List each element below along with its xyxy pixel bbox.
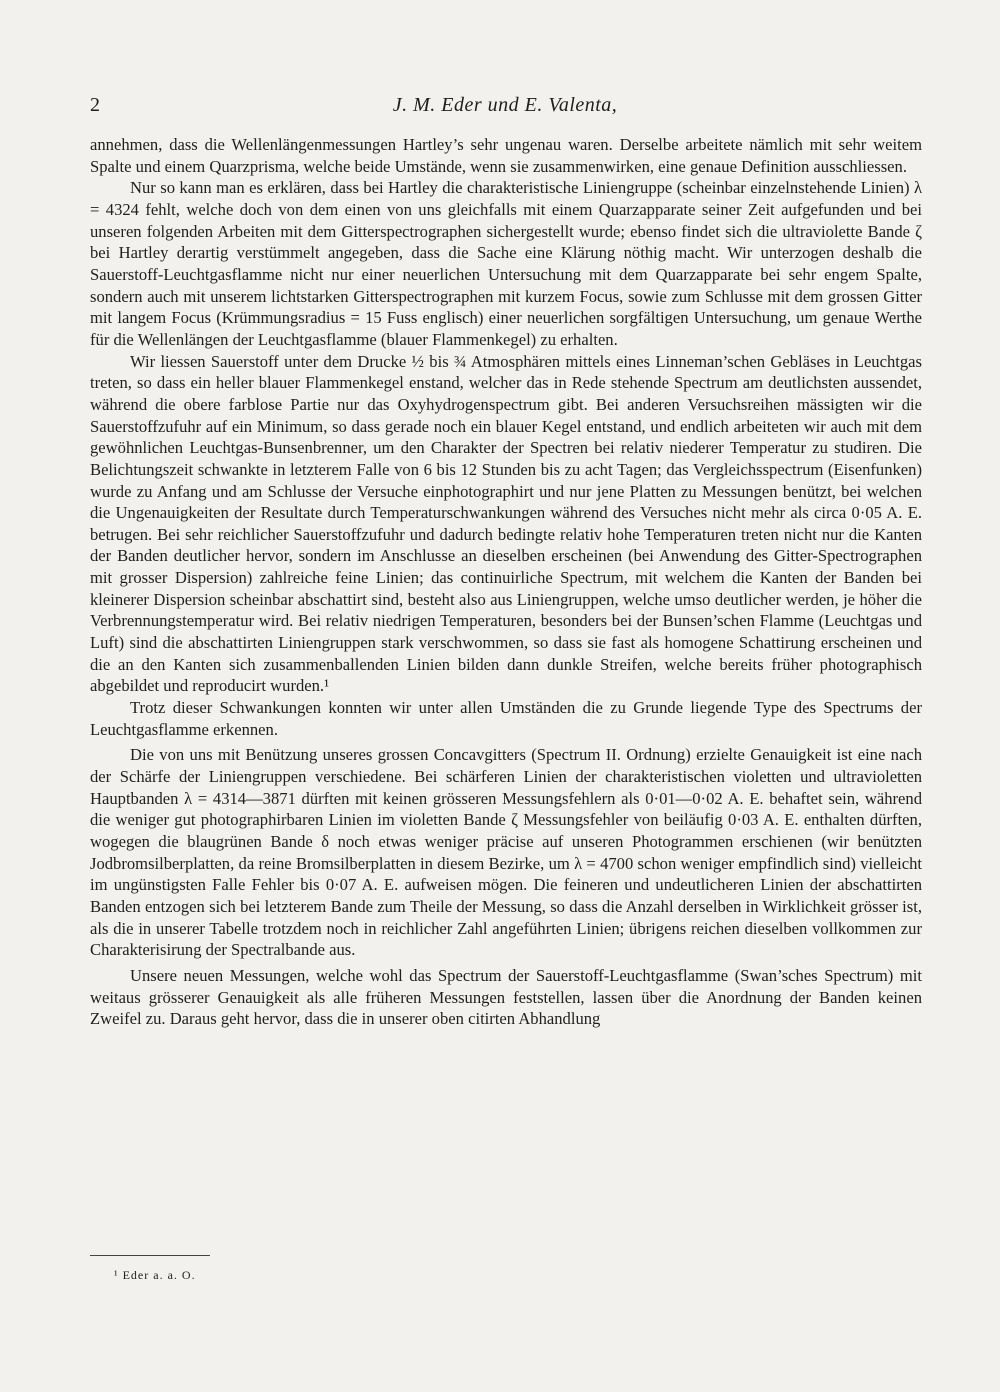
body-text	[90, 134, 922, 1030]
page-number: 2	[90, 94, 100, 116]
paragraph: Unsere neuen Messungen, welche wohl das Spectrum der Sauerstoff-Leuchtgasflamme (Swan’sches Spectrum) mit weitaus grösserer Genauigkeit als alle früheren Messungen feststellen, lassen über die Anordnung der Banden keinen Zweifel zu. Daraus geht hervor, dass die in unserer oben citirten Abhandlung	[90, 965, 922, 1029]
paragraph: Die von uns mit Benützung unseres grossen Concavgitters (Spectrum II. Ordnung) erzielte Genauigkeit ist eine nach der Schärfe der Liniengruppen verschiedene. Bei schärferen Linien der charakteristischen violetten und ultravioletten Hauptbanden λ = 4314—3871 dürften mit keinen grösseren Messungsfehlern als 0·01—0·02 A. E. behaftet sein, während die weniger gut photographirbaren Linien im violetten Bande ζ Messungsfehler von beiläufig 0·03 A. E. enthalten dürften, wogegen die blaugrünen Bande δ noch etwas weniger präcise auf unseren Photogrammen erschienen (wir benützten Jodbromsilberplatten, da reine Bromsilberplatten in diesem Bezirke, um λ = 4700 schon weniger empfindlich sind) vielleicht im ungünstigsten Falle Fehler bis 0·07 A. E. aufweisen mögen. Die feineren und undeutlicheren Linien der abschattirten Banden entzogen sich bei letzterem Bande zum Theile der Messung, so dass die Anzahl derselben in Wirklichkeit grösser ist, als die in unserer Tabelle trotzdem noch in reichlicher Zahl angeführten Linien; übrigens reichen dieselben vollkommen zur Charakterisirung der Spectralbande aus.	[90, 745, 922, 960]
footnote-rule	[90, 1255, 210, 1256]
paragraph: annehmen, dass die Wellenlängenmessungen Hartley’s sehr ungenau waren. Derselbe arbeitete nämlich mit sehr weitem Spalte und einem Quarzprisma, welche beide Umstände, wenn sie zusammenwirken, eine genaue Definition ausschliessen.	[90, 135, 922, 176]
paragraph: Trotz dieser Schwankungen konnten wir unter allen Umständen die zu Grunde liegende Type des Spectrums der Leuchtgasflamme erkennen.	[90, 698, 922, 739]
paragraph: Nur so kann man es erklären, dass bei Hartley die charakteristische Liniengruppe (scheinbar einzelnstehende Linien) λ = 4324 fehlt, welche doch von dem einen von uns gleichfalls mit einem Quarzapparate seiner Zeit aufgefunden und bei unseren folgenden Arbeiten mit dem Gitterspectrographen sichergestellt wurde; ebenso findet sich die ultraviolette Bande ζ bei Hartley derartig verstümmelt angegeben, dass die Sache eine Klärung nöthig macht. Wir unterzogen deshalb die Sauerstoff-Leuchtgasflamme nicht nur einer neuerlichen Untersuchung mit dem Quarzapparate bei sehr engem Spalte, sondern auch mit unserem lichtstarken Gitterspectrographen mit kurzem Focus, sowie zum Schlusse mit dem grossen Gitter mit langem Focus (Krümmungsradius = 15 Fuss englisch) einer neuerlichen sorgfältigen Untersuchung, um genaue Werthe für die Wellenlängen der Leuchtgasflamme (blauer Flammenkegel) zu erhalten.	[90, 178, 922, 349]
page-header	[90, 94, 920, 124]
footnote: ¹ Eder a. a. O.	[114, 1268, 196, 1282]
paragraph: Wir liessen Sauerstoff unter dem Drucke ½ bis ¾ Atmosphären mittels eines Linneman’schen Gebläses in Leuchtgas treten, so dass ein heller blauer Flammenkegel enstand, welcher das in Rede stehende Spectrum am deutlichsten aussendet, während die obere farblose Partie nur das Oxyhydrogenspectrum gibt. Bei anderen Versuchsreihen mässigten wir die Sauerstoffzufuhr auf ein Minimum, so dass gerade noch ein blauer Kegel entstand, und endlich arbeiteten wir auch mit dem gewöhnlichen Leuchtgas-Bunsenbrenner, um den Charakter der Spectren bei relativ niederer Temperatur zu studiren. Die Belichtungszeit schwankte in letzterem Falle von 6 bis 12 Stunden bis zu acht Tagen; das Vergleichsspectrum (Eisenfunken) wurde zu Anfang und am Schlusse der Versuche einphotographirt und nur jene Platten zu Messungen benützt, bei welchen die Ungenauigkeiten der Resultate durch Temperaturschwankungen während des Versuches nicht mehr als circa 0·05 A. E. betrugen. Bei sehr reichlicher Sauerstoffzufuhr und dadurch bedingte relativ hohe Temperaturen treten nicht nur die Kanten der Banden deutlicher hervor, sondern im Anschlusse an dieselben erscheinen (bei Anwendung des Gitter-Spectrographen mit grosser Dispersion) zahlreiche feine Linien; das continuirliche Spectrum, mit welchem die Kanten der Banden bei kleinerer Dispersion scheinbar abschattirt sind, besteht also aus Liniengruppen, welche umso deutlicher werden, je höher die Verbrennungstemperatur wird. Bei relativ niedrigen Temperaturen, besonders bei der Bunsen’schen Flamme (Leuchtgas und Luft) sind die abschattirten Liniengruppen stark verschwommen, so dass sie fast als homogene Schattirung erscheinen und die an den Kanten sich zusammenballenden Linien bilden dann dunkle Streifen, welche bereits früher photographisch abgebildet und reproducirt wurden.¹	[90, 351, 922, 696]
running-head: J. M. Eder und E. Valenta,	[392, 94, 618, 116]
